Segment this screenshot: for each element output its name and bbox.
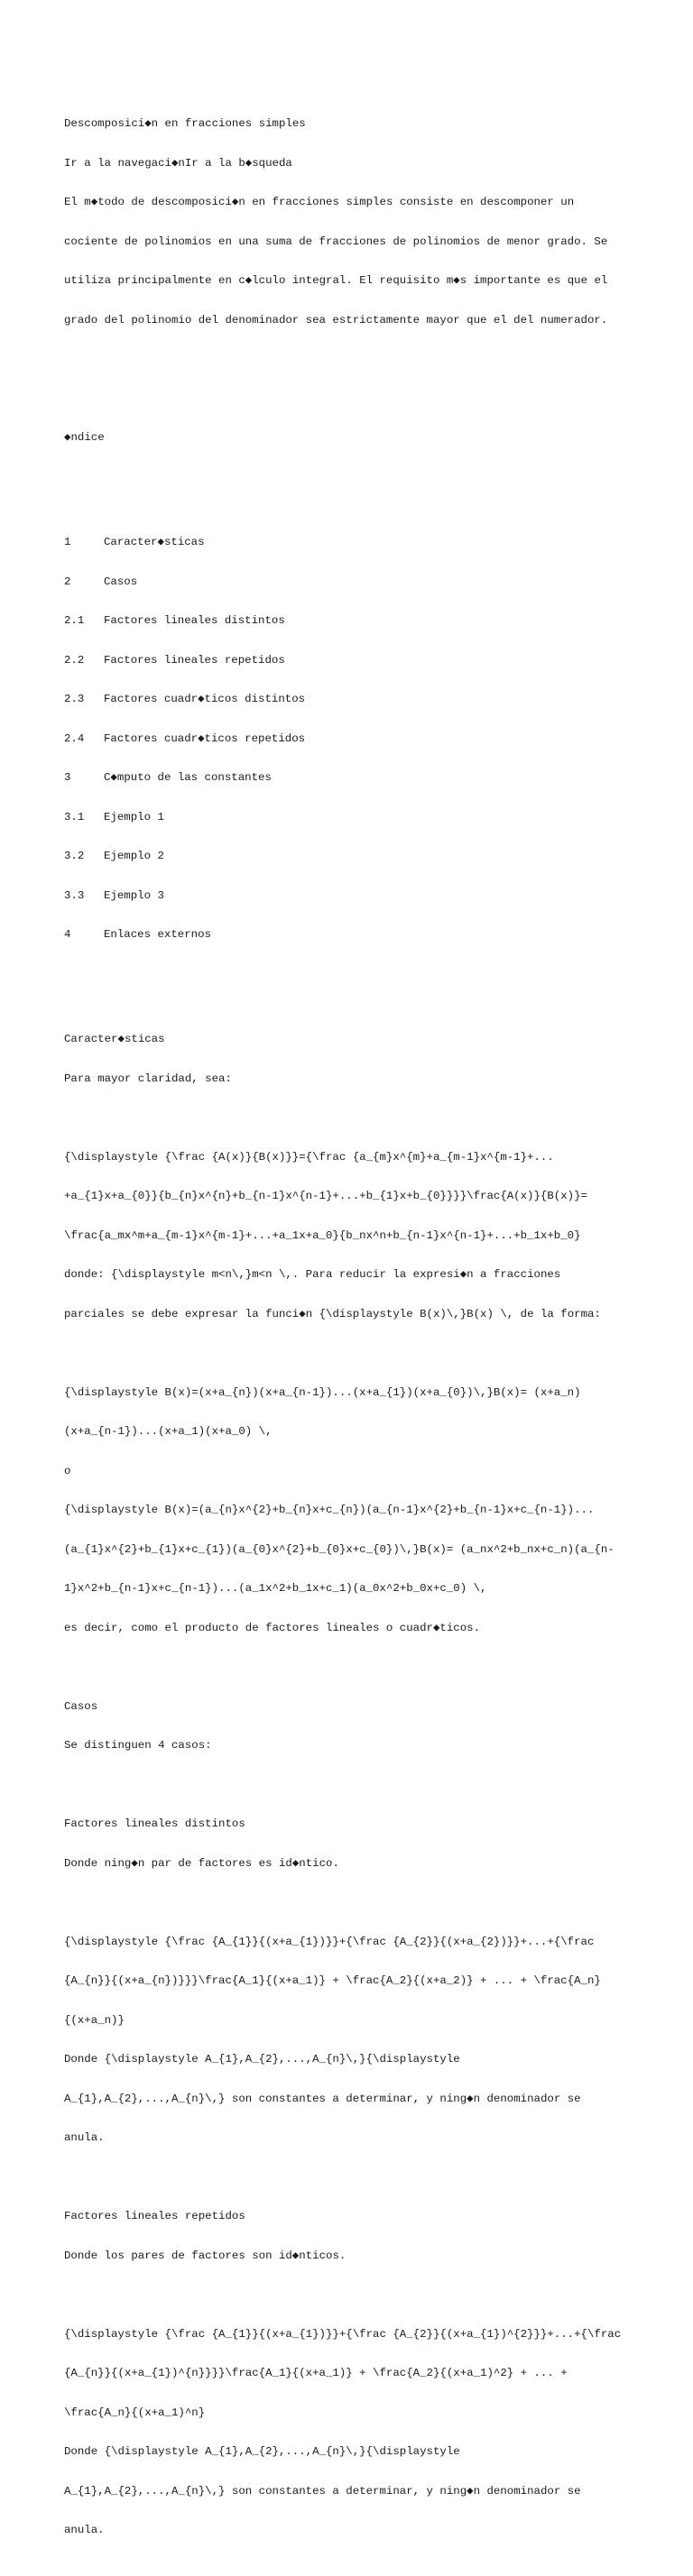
toc-number: 3.1 (64, 810, 85, 823)
blank-line (64, 1111, 693, 1125)
blank-line (64, 1896, 693, 1909)
toc-entry[interactable] (64, 850, 693, 863)
toc-entry[interactable] (64, 536, 693, 549)
toc-entry[interactable] (64, 771, 693, 785)
formula-line: {\displaystyle {\frac {A_{1}}{(x+a_{1})}}+{\frac {A_{2}}{(x+a_{1})^{2}}}+...+{\frac (64, 2327, 622, 2341)
body-line: A_{1},A_{2},...,A_{n}\,} son constantes a determinar, y ning◆n denominador se (64, 2484, 581, 2498)
subsection-heading: Factores lineales distintos (64, 1817, 245, 1830)
toc-entry[interactable] (64, 575, 693, 589)
body-line: Para mayor claridad, sea: (64, 1072, 232, 1085)
subsection-heading: Factores lineales repetidos (64, 2210, 245, 2222)
toc-number: 3.2 (64, 850, 85, 862)
body-line: Donde {\displaystyle A_{1},A_{2},...,A_{n}\,}{\displaystyle (64, 2053, 460, 2065)
toc-heading: ◆ndice (64, 431, 105, 444)
formula-line: {\displaystyle {\frac {A_{1}}{(x+a_{1})}}+{\frac {A_{2}}{(x+a_{2})}}+...+{\frac (64, 1935, 595, 1948)
toc-number: 3.3 (64, 888, 85, 902)
body-line: donde: {\displaystyle m<n\,}m<n \,. Para reducir la expresi◆n a fracciones (64, 1268, 561, 1281)
formula-line: \frac{a_mx^m+a_{m-1}x^{m-1}+...+a_1x+a_0}{b_nx^n+b_{n-1}x^{n-1}+...+b_1x+b_0} (64, 1228, 581, 1242)
body-line: es decir, como el producto de factores lineales o cuadr◆ticos. (64, 1621, 481, 1634)
toc-number: 2.3 (64, 693, 85, 705)
formula-line: {\displaystyle B(x)=(x+a_{n})(x+a_{n-1})...(x+a_{1})(x+a_{0})\,}B(x)= (x+a_n) (64, 1385, 581, 1399)
body-line: Donde ning◆n par de factores es id◆ntico. (64, 1856, 339, 1870)
formula-line: {(x+a_n)} (64, 2013, 125, 2027)
body-text (64, 1007, 693, 2563)
header-block (64, 91, 693, 471)
toc-label: Caracter◆sticas (104, 536, 205, 548)
intro-line: cociente de polinomios en una suma de fracciones de polinomios de menor grado. Se (64, 235, 608, 248)
page-title: Descomposici◆n en fracciones simples (64, 117, 306, 130)
toc-number: 2.2 (64, 653, 85, 667)
toc-label: Ejemplo 1 (104, 810, 164, 823)
formula-line: {\displaystyle {\frac {A(x)}{B(x)}}={\frac {a_{m}x^{m}+a_{m-1}x^{m-1}+... (64, 1150, 554, 1164)
body-line: A_{1},A_{2},...,A_{n}\,} son constantes a determinar, y ning◆n denominador se (64, 2092, 581, 2105)
formula-line: {\displaystyle B(x)=(a_{n}x^{2}+b_{n}x+c_{n})(a_{n-1}x^{2}+b_{n-1}x+c_{n-1})... (64, 1504, 595, 1516)
formula-line: \frac{A_n}{(x+a_1)^n} (64, 2406, 206, 2419)
toc-label: Ejemplo 3 (104, 888, 164, 902)
blank-line (64, 1661, 693, 1674)
blank-line (64, 2171, 693, 2185)
section-heading-caracteristicas: Caracter◆sticas (64, 1033, 165, 1045)
toc-number: 2 (64, 575, 71, 588)
toc-label: Ejemplo 2 (104, 850, 164, 862)
section-heading-casos: Casos (64, 1699, 98, 1713)
toc-number: 1 (64, 536, 71, 548)
toc-label: Factores cuadr◆ticos distintos (104, 693, 306, 705)
formula-line: +a_{1}x+a_{0}}{b_{n}x^{n}+b_{n-1}x^{n-1}+...+b_{1}x+b_{0}}}}\frac{A(x)}{B(x)}= (64, 1190, 587, 1202)
toc-number: 4 (64, 928, 71, 941)
nav-skip-links: Ir a la navegaci◆nIr a la b◆squeda (64, 156, 292, 170)
toc-label: Factores cuadr◆ticos repetidos (104, 731, 306, 745)
intro-line: El m◆todo de descomposici◆n en fracciones simples consiste en descomponer un (64, 196, 575, 208)
formula-line: {A_{n}}{(x+a_{n})}}}\frac{A_1}{(x+a_1)} + \frac{A_2}{(x+a_2)} + ... + \frac{A_n} (64, 1974, 601, 1987)
toc-entry[interactable] (64, 732, 693, 746)
toc-entry[interactable] (64, 654, 693, 667)
toc-entry[interactable] (64, 928, 693, 942)
body-line: Donde los pares de factores son id◆nticos. (64, 2249, 346, 2262)
toc-entry[interactable] (64, 889, 693, 903)
intro-line: grado del polinomio del denominador sea estrictamente mayor que el del numerador. (64, 313, 608, 327)
body-line: Se distinguen 4 casos: (64, 1739, 212, 1752)
toc-label: C◆mputo de las constantes (104, 771, 272, 784)
blank-line (64, 2288, 693, 2302)
toc-number: 2.4 (64, 731, 85, 745)
blank-line (64, 1347, 693, 1360)
toc-number: 2.1 (64, 614, 85, 627)
toc-entry[interactable] (64, 811, 693, 824)
toc-label: Enlaces externos (104, 928, 211, 941)
body-line: parciales se debe expresar la funci◆n {\displaystyle B(x)\,}B(x) \, de la forma: (64, 1307, 601, 1320)
toc-number: 3 (64, 771, 71, 784)
blank-line (64, 392, 693, 406)
formula-line: (x+a_{n-1})...(x+a_1)(x+a_0) \, (64, 1425, 273, 1438)
body-line: anula. (64, 2524, 105, 2536)
toc-entry[interactable] (64, 693, 693, 706)
toc-label: Factores lineales distintos (104, 614, 285, 627)
body-line: anula. (64, 2131, 105, 2144)
toc-entry[interactable] (64, 614, 693, 628)
blank-line (64, 1779, 693, 1792)
intro-line: utiliza principalmente en c◆lculo integral. El requisito m◆s importante es que el (64, 274, 608, 287)
body-line: Donde {\displaystyle A_{1},A_{2},...,A_{n}\,}{\displaystyle (64, 2445, 460, 2458)
table-of-contents (64, 510, 693, 968)
toc-label: Casos (104, 575, 138, 588)
formula-line: 1}x^2+b_{n-1}x+c_{n-1})...(a_1x^2+b_1x+c_1)(a_0x^2+b_0x+c_0) \, (64, 1582, 487, 1595)
blank-line (64, 353, 693, 366)
formula-line: (a_{1}x^{2}+b_{1}x+c_{1})(a_{0}x^{2}+b_{0}x+c_{0})\,}B(x)= (a_nx^2+b_nx+c_n)(a_{n- (64, 1542, 614, 1556)
body-line: o (64, 1464, 71, 1477)
formula-line: {A_{n}}{(x+a_{1})^{n}}}}\frac{A_1}{(x+a_1)} + \frac{A_2}{(x+a_1)^2} + ... + (64, 2367, 568, 2379)
toc-label: Factores lineales repetidos (104, 653, 285, 667)
